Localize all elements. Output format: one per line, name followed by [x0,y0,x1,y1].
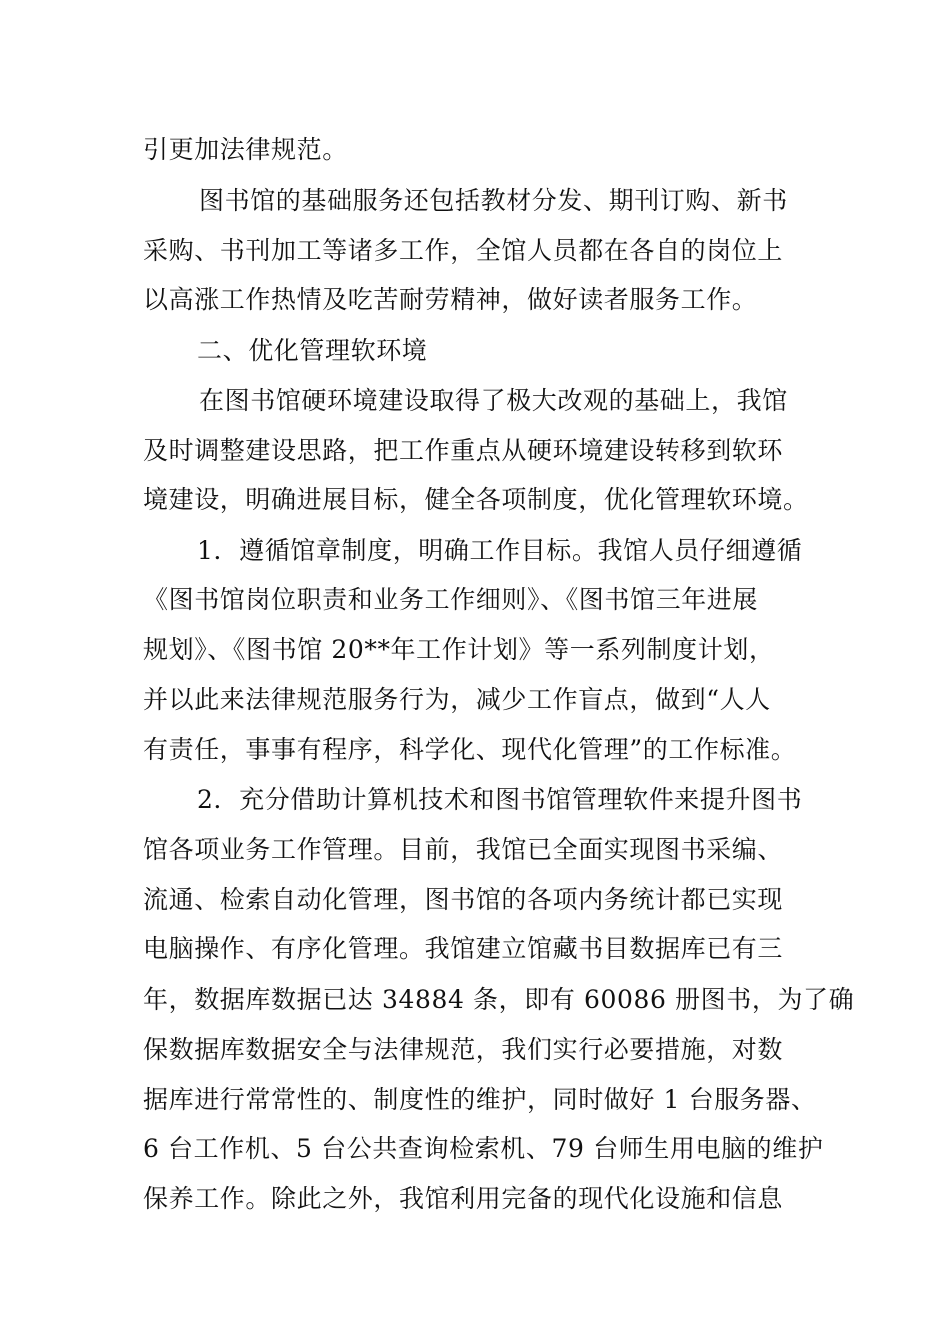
text-line: 据库进行常常性的、制度性的维护，同时做好 1 台服务器、 [143,1085,817,1114]
text-line: 有责任，事事有程序，科学化、现代化管理”的工作标准。 [143,735,797,764]
section-heading: 二、优化管理软环境 [197,336,428,365]
text-line: 6 台工作机、5 台公共查询检索机、79 台师生用电脑的维护 [143,1134,824,1163]
text-line: 2．充分借助计算机技术和图书馆管理软件来提升图书 [197,785,803,814]
text-line: 馆各项业务工作管理。目前，我馆已全面实现图书采编、 [143,835,784,864]
text-line: 1．遵循馆章制度，明确工作目标。我馆人员仔细遵循 [197,536,803,565]
text-line: 保数据库数据安全与法律规范，我们实行必要措施，对数 [143,1035,784,1064]
text-line: 以高涨工作热情及吃苦耐劳精神，做好读者服务工作。 [143,285,758,314]
text-line: 并以此来法律规范服务行为，减少工作盲点，做到“人人 [143,685,771,714]
text-line: 及时调整建设思路，把工作重点从硬环境建设转移到软环 [143,436,784,465]
text-line: 保养工作。除此之外，我馆利用完备的现代化设施和信息 [143,1184,784,1213]
text-line: 图书馆的基础服务还包括教材分发、期刊订购、新书 [199,186,788,215]
text-line: 电脑操作、有序化管理。我馆建立馆藏书目数据库已有三 [143,934,784,963]
text-line: 采购、书刊加工等诸多工作，全馆人员都在各自的岗位上 [143,236,784,265]
text-line: 流通、检索自动化管理，图书馆的各项内务统计都已实现 [143,885,784,914]
text-line: 在图书馆硬环境建设取得了极大改观的基础上，我馆 [199,386,788,415]
text-line: 年，数据库数据已达 34884 条，即有 60086 册图书，为了确 [143,985,855,1014]
text-line: 《图书馆岗位职责和业务工作细则》、《图书馆三年进展 [143,585,759,614]
text-line: 规划》、《图书馆 20**年工作计划》等一系列制度计划， [143,635,775,664]
text-line: 引更加法律规范。 [143,135,348,164]
text-line: 境建设，明确进展目标，健全各项制度，优化管理软环境。 [143,485,809,514]
